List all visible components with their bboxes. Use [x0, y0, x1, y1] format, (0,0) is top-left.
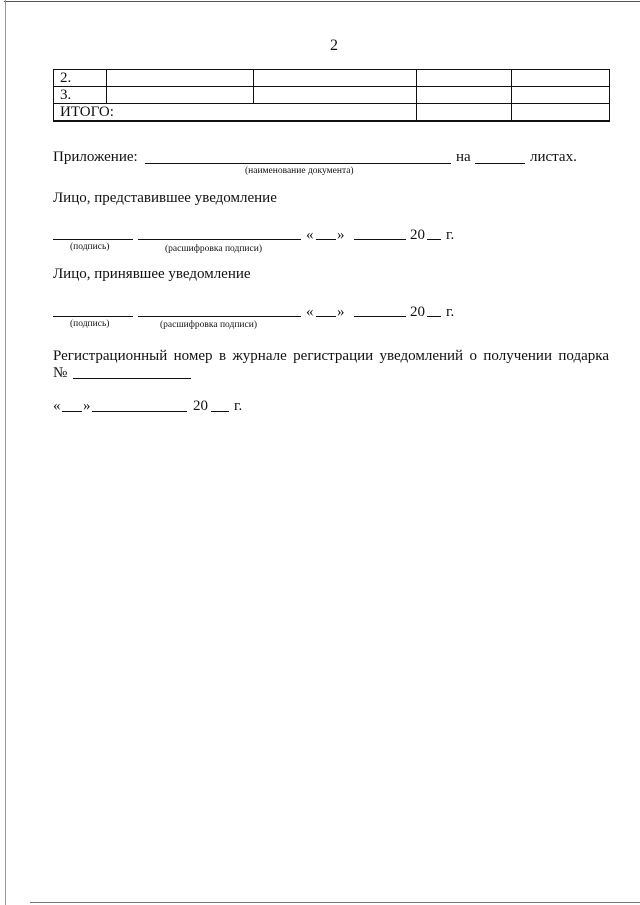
attachment-on-word: на: [456, 149, 471, 165]
submitter-signature-line[interactable]: [53, 239, 133, 240]
submitter-month-line[interactable]: [354, 239, 406, 240]
table-cell[interactable]: [254, 70, 417, 87]
submitter-year-suffix: г.: [446, 227, 455, 243]
total-cell[interactable]: [512, 104, 610, 122]
registration-quote-close: »: [83, 398, 91, 414]
table-row: [54, 87, 610, 104]
total-cell[interactable]: [417, 104, 512, 122]
submitter-quote-close: »: [337, 227, 345, 243]
registration-quote-open: «: [53, 398, 61, 414]
table-cell[interactable]: [107, 70, 254, 87]
registration-year-suffix: г.: [234, 398, 243, 414]
registration-month-line[interactable]: [92, 411, 187, 412]
submitter-year-prefix: 20: [410, 227, 425, 243]
submitter-decoding-line[interactable]: [138, 239, 301, 240]
receiver-heading: Лицо, принявшее уведомление: [53, 266, 251, 282]
attachment-name-line[interactable]: [145, 163, 451, 164]
receiver-quote-open: «: [306, 304, 314, 320]
table-row: [54, 70, 610, 87]
submitter-decoding-caption: (расшифровка подписи): [165, 244, 262, 254]
receiver-year-prefix: 20: [410, 304, 425, 320]
page-edge-left: [5, 0, 6, 905]
row-number-cell: 2.: [54, 70, 107, 87]
page-edge-bottom: [30, 902, 640, 903]
row-number-cell: 3.: [54, 87, 107, 104]
table-cell[interactable]: [512, 70, 610, 87]
receiver-decoding-line[interactable]: [138, 316, 301, 317]
attachment-label: Приложение:: [53, 149, 138, 165]
registration-text: Регистрационный номер в журнале регистрации уведомлений о получении подарка: [53, 348, 609, 364]
registration-number-sign: №: [53, 365, 68, 381]
submitter-heading: Лицо, представившее уведомление: [53, 190, 277, 206]
registration-year-line[interactable]: [211, 411, 229, 412]
total-label-cell: ИТОГО:: [54, 104, 417, 122]
receiver-year-suffix: г.: [446, 304, 455, 320]
attachment-caption: (наименование документа): [245, 166, 354, 176]
receiver-decoding-caption: (расшифровка подписи): [160, 320, 257, 330]
registration-number-line[interactable]: [73, 378, 191, 379]
table-cell[interactable]: [512, 87, 610, 104]
page-edge-top: [4, 1, 640, 2]
table-row-total: [54, 104, 610, 122]
table-cell[interactable]: [107, 87, 254, 104]
receiver-signature-caption: (подпись): [70, 319, 110, 329]
sheets-count-line[interactable]: [475, 163, 525, 164]
submitter-day-line[interactable]: [316, 239, 336, 240]
registration-year-prefix: 20: [193, 398, 208, 414]
gift-table: [53, 69, 610, 122]
table-cell[interactable]: [417, 87, 512, 104]
table-cell[interactable]: [254, 87, 417, 104]
receiver-day-line[interactable]: [316, 316, 336, 317]
submitter-year-line[interactable]: [427, 239, 441, 240]
submitter-signature-caption: (подпись): [70, 242, 110, 252]
table-cell[interactable]: [417, 70, 512, 87]
receiver-signature-line[interactable]: [53, 316, 133, 317]
submitter-quote-open: «: [306, 227, 314, 243]
receiver-year-line[interactable]: [427, 316, 441, 317]
registration-day-line[interactable]: [62, 411, 82, 412]
page-number: 2: [330, 37, 338, 54]
attachment-sheets-word: листах.: [530, 149, 577, 165]
receiver-quote-close: »: [337, 304, 345, 320]
receiver-month-line[interactable]: [354, 316, 406, 317]
